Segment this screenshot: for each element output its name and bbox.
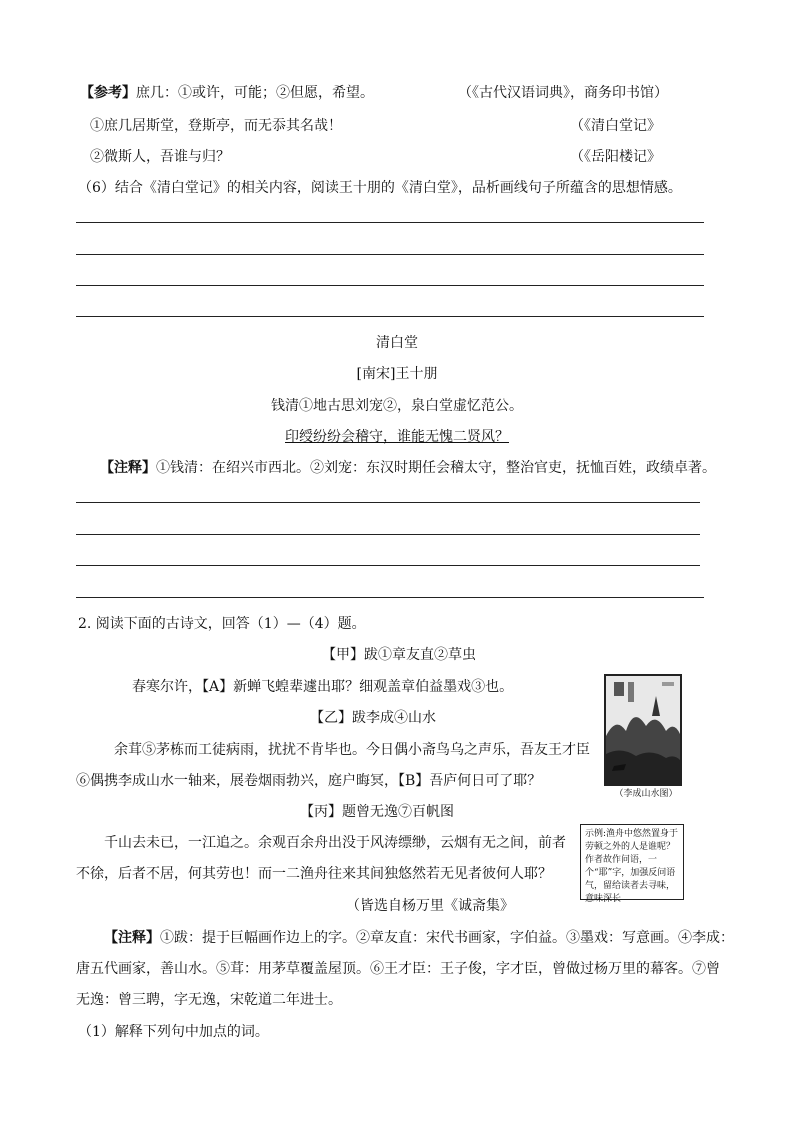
question-2-intro: 2. 阅读下面的古诗文，回答（1）—（4）题。 xyxy=(78,616,366,632)
answer-line[interactable] xyxy=(76,502,700,503)
question-6-prompt: （6）结合《清白堂记》的相关内容，阅读王十朋的《清白堂》，品析画线句子所蕴含的思想情感。 xyxy=(78,180,682,196)
q2-note-text-1: ①跋：提于巨幅画作边上的字。②章友直：宋代书画家，字伯益。③墨戏：写意画。④李成： xyxy=(160,930,734,946)
answer-line[interactable] xyxy=(76,222,704,223)
poem-title: 清白堂 xyxy=(376,335,418,351)
answer-line[interactable] xyxy=(76,597,704,598)
example-2-source: （《岳阳楼记》 xyxy=(570,149,661,165)
text-bing-title: 【丙】题曾无逸⑦百帆图 xyxy=(300,804,454,820)
sub-question-1: （1）解释下列句中加点的词。 xyxy=(78,1024,269,1040)
example-1: ①庶几居斯堂，登斯亭，而无忝其名哉！ xyxy=(90,118,342,134)
text-yi-line-2: ⑥偶携李成山水一轴来，展卷烟雨勃兴，庭户晦冥，【B】吾庐何日可了耶？ xyxy=(76,773,542,789)
answer-line[interactable] xyxy=(76,316,704,317)
q2-note-line-2: 唐五代画家，善山水。⑤茸：用茅草覆盖屋顶。⑥王才臣：王子俊，字才臣，曾做过杨万里的幕客。⑦曾 xyxy=(76,961,720,977)
text-jia-title: 【甲】跋①章友直②草虫 xyxy=(322,647,476,663)
poem-line-2-wrap xyxy=(0,426,794,446)
example-2: ②微斯人，吾谁与归？ xyxy=(90,149,230,165)
reference-label: 【参考】 xyxy=(80,85,136,101)
text-jia-body: 春寒尔许，【A】新蝉飞蝗辈遽出耶？细观盖章伯益墨戏③也。 xyxy=(132,679,514,695)
poem-note xyxy=(100,457,716,477)
reference-source: （《古代汉语词典》，商务印书馆） xyxy=(458,85,668,101)
answer-line[interactable] xyxy=(76,565,700,566)
answer-line[interactable] xyxy=(76,254,704,255)
text-yi-title: 【乙】跋李成④山水 xyxy=(310,710,436,726)
poem-note-text: ①钱清：在绍兴市西北。②刘宠：东汉时期任会稽太守，整治官吏，抚恤百姓，政绩卓著。 xyxy=(156,460,716,476)
example-1-source: （《清白堂记》 xyxy=(570,118,661,134)
q2-note-line-1 xyxy=(104,927,734,947)
q2-note-line-3: 无逸：曾三聘，字无逸，宋乾道二年进士。 xyxy=(76,992,342,1008)
painting-caption: （李成山水图） xyxy=(614,789,678,799)
reference-line xyxy=(80,82,374,102)
q2-note-label: 【注释】 xyxy=(104,930,160,946)
poem-author: [南宋]王十朋 xyxy=(356,366,438,382)
selection-source: （皆选自杨万里《诚斋集》 xyxy=(346,898,514,914)
text-bing-line-1: 千山去未已，一江追之。余观百余舟出没于风涛缥缈，云烟有无之间，前者 xyxy=(104,835,566,851)
landscape-painting-image xyxy=(604,674,682,786)
poem-line-1: 钱清①地古思刘宠②，泉白堂虚忆范公。 xyxy=(271,398,523,414)
text-bing-line-2: 不徐，后者不居，何其劳也！而一二渔舟往来其间独悠然若无见者彼何人耶？ xyxy=(76,866,552,882)
landscape-painting-icon xyxy=(606,676,680,784)
example-callout: 示例:渔舟中悠然置身于劳顿之外的人是谁呢？作者故作问语，一个“耶”字，加强反问语气，留给读者去寻味，意味深长 xyxy=(580,824,684,900)
text-yi-line-1: 余茸⑤茅栋而工徒病雨，扰扰不肯毕也。今日偶小斋鸟乌之声乐，吾友王才臣 xyxy=(114,742,590,758)
answer-line[interactable] xyxy=(76,534,700,535)
poem-line-2: 印绶纷纷会稽守，谁能无愧二贤风？ xyxy=(285,429,509,445)
reference-definition: 庶几：①或许，可能；②但愿，希望。 xyxy=(136,85,374,101)
answer-line[interactable] xyxy=(76,285,704,286)
poem-note-label: 【注释】 xyxy=(100,460,156,476)
